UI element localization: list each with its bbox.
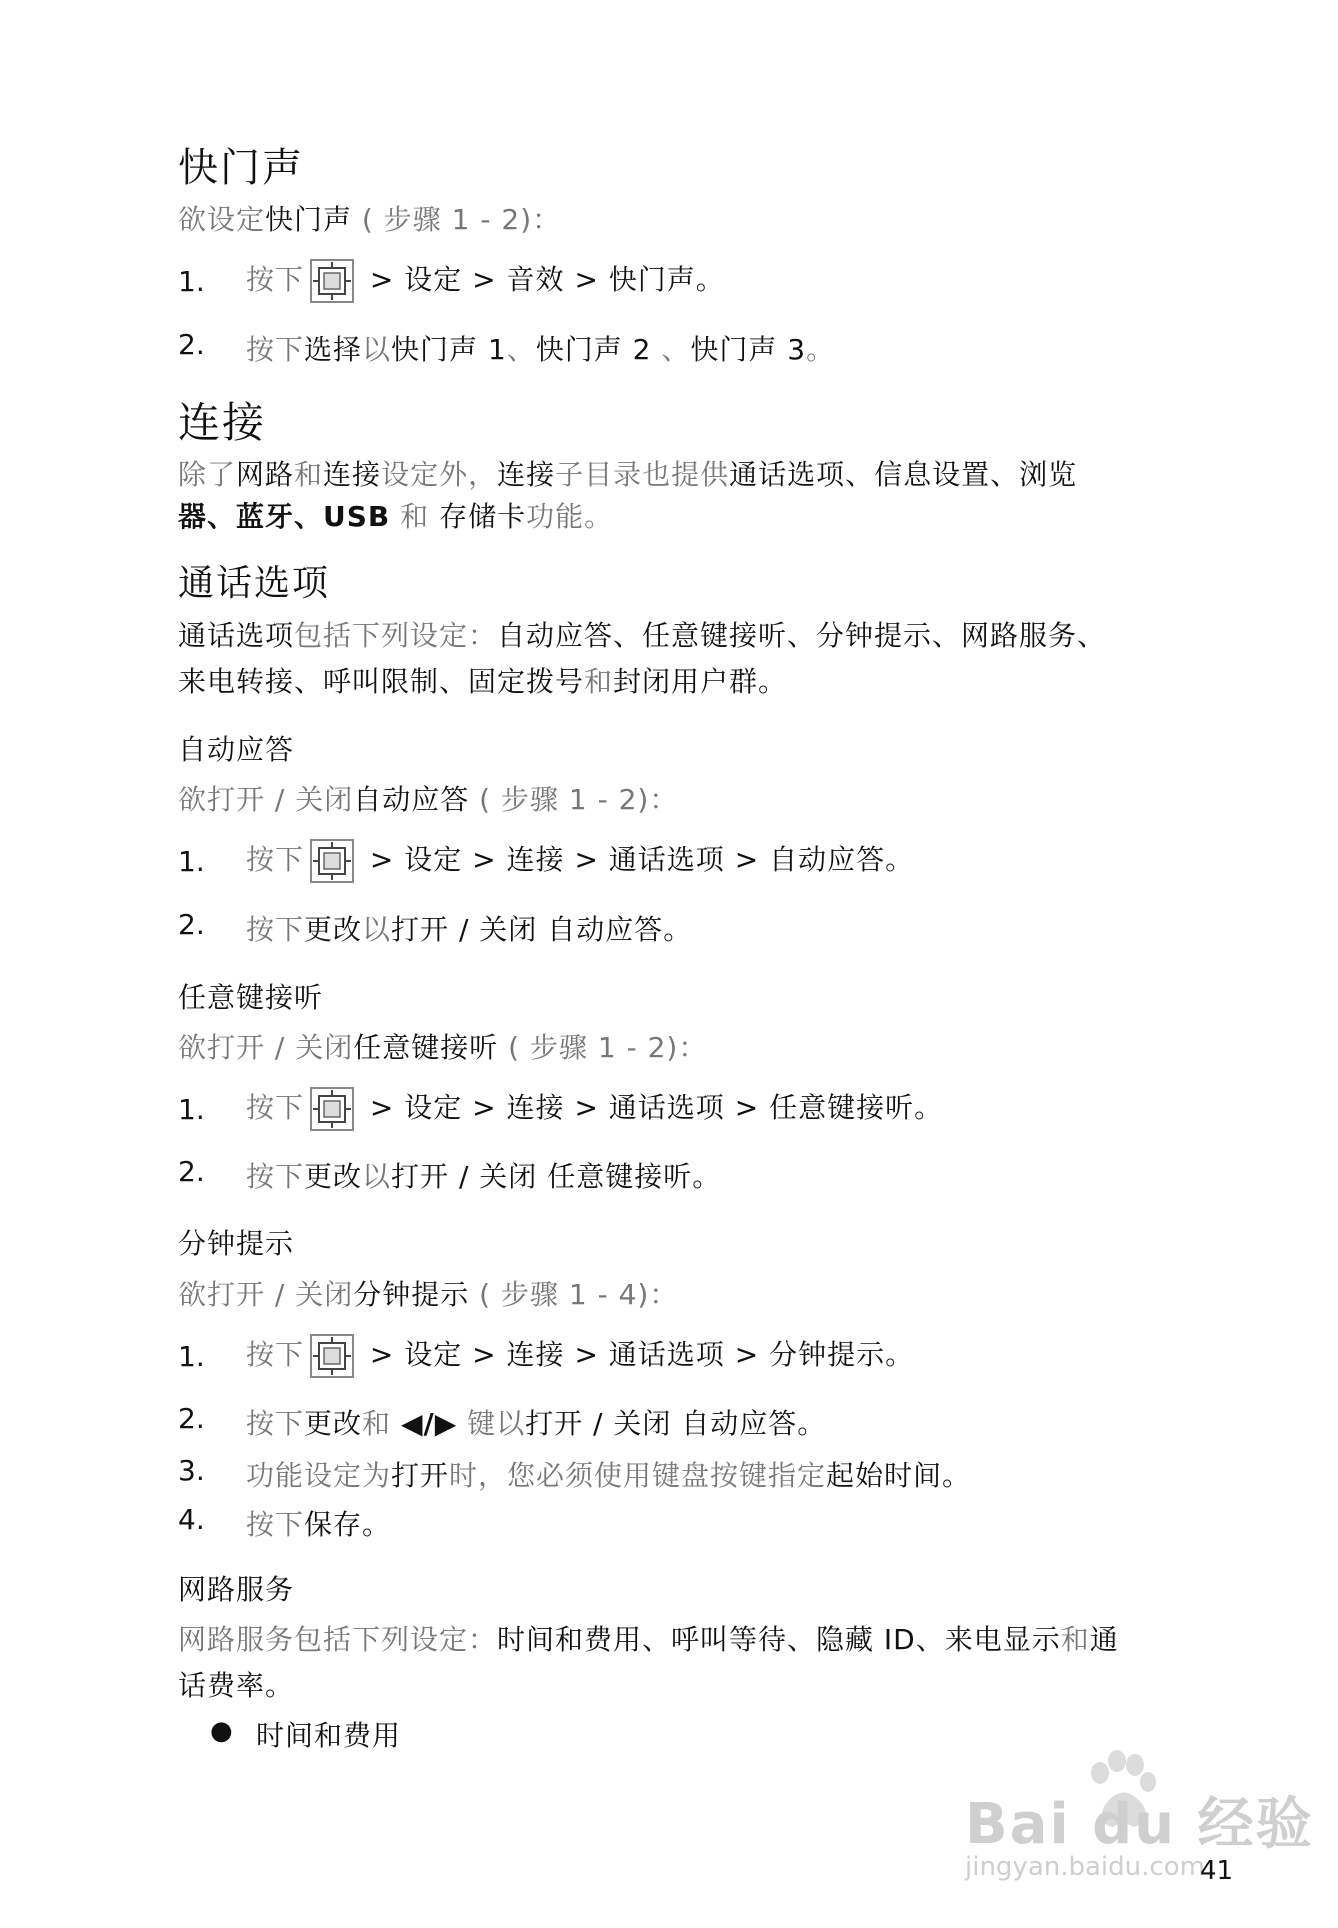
connect-desc-line2: 器、蓝牙、USB 和 存储卡功能。: [178, 500, 614, 533]
minute-step-2: 按下更改和 ◀/▶ 键以打开 / 关闭 自动应答。: [246, 1407, 827, 1440]
step-number: 2.: [178, 1402, 205, 1435]
section-title-shutter: 快门声: [178, 145, 304, 191]
section-title-call-options: 通话选项: [178, 563, 331, 604]
minute-step-3: 功能设定为打开时，您必须使用键盘按键指定起始时间。: [246, 1459, 972, 1492]
step-number: 2.: [178, 328, 205, 361]
auto-answer-intro: 欲打开 / 关闭自动应答 ( 步骤 1 - 2)：: [178, 783, 679, 816]
step-number: 2.: [178, 908, 205, 941]
network-line2: 话费率。: [178, 1669, 295, 1702]
call-options-line1: 通话选项包括下列设定：自动应答、任意键接听、分钟提示、网路服务、: [178, 619, 1107, 652]
section-title-connect: 连接: [178, 398, 267, 447]
step-number: 1.: [178, 1093, 205, 1126]
shutter-intro: 欲设定快门声 ( 步骤 1 - 2)：: [178, 203, 562, 236]
step-number: 3.: [178, 1454, 205, 1487]
any-key-intro: 欲打开 / 关闭任意键接听 ( 步骤 1 - 2)：: [178, 1031, 708, 1064]
step-number: 1.: [178, 845, 205, 878]
auto-answer-step-2: 按下更改以打开 / 关闭 自动应答。: [246, 913, 693, 946]
page-number: 41: [1200, 1856, 1234, 1886]
any-key-step-1: 按下 > 设定 > 连接 > 通话选项 > 任意键接听。: [246, 1086, 943, 1131]
watermark-brand: Bai du 经验: [965, 1792, 1314, 1857]
step-number: 2.: [178, 1155, 205, 1188]
bullet-item-time-cost: 时间和费用: [256, 1719, 402, 1752]
menu-key-icon: [310, 259, 354, 303]
subsection-title-network: 网路服务: [178, 1573, 295, 1606]
bullet-dot: ●: [210, 1716, 233, 1746]
step-number: 4.: [178, 1503, 205, 1536]
subsection-title-auto-answer: 自动应答: [178, 733, 295, 766]
watermark-url: jingyan.baidu.com: [965, 1852, 1205, 1882]
connect-desc-line1: 除了网路和连接设定外，连接子目录也提供通话选项、信息设置、浏览: [178, 458, 1078, 491]
shutter-step-1: 按下 > 设定 > 音效 > 快门声。: [246, 258, 725, 303]
any-key-step-2: 按下更改以打开 / 关闭 任意键接听。: [246, 1160, 722, 1193]
menu-key-icon: [310, 1087, 354, 1131]
subsection-title-minute: 分钟提示: [178, 1227, 295, 1260]
shutter-step-2: 按下选择以快门声 1、快门声 2 、快门声 3。: [246, 333, 836, 366]
step-number: 1.: [178, 1340, 205, 1373]
step-number: 1.: [178, 265, 205, 298]
menu-key-icon: [310, 839, 354, 883]
minute-step-1: 按下 > 设定 > 连接 > 通话选项 > 分钟提示。: [246, 1333, 914, 1378]
auto-answer-step-1: 按下 > 设定 > 连接 > 通话选项 > 自动应答。: [246, 838, 914, 883]
minute-step-4: 按下保存。: [246, 1508, 392, 1541]
menu-key-icon: [310, 1334, 354, 1378]
subsection-title-any-key: 任意键接听: [178, 981, 324, 1014]
call-options-line2: 来电转接、呼叫限制、固定拨号和封闭用户群。: [178, 665, 788, 698]
minute-intro: 欲打开 / 关闭分钟提示 ( 步骤 1 - 4)：: [178, 1278, 679, 1311]
network-line1: 网路服务包括下列设定：时间和费用、呼叫等待、隐藏 ID、来电显示和通: [178, 1623, 1119, 1656]
